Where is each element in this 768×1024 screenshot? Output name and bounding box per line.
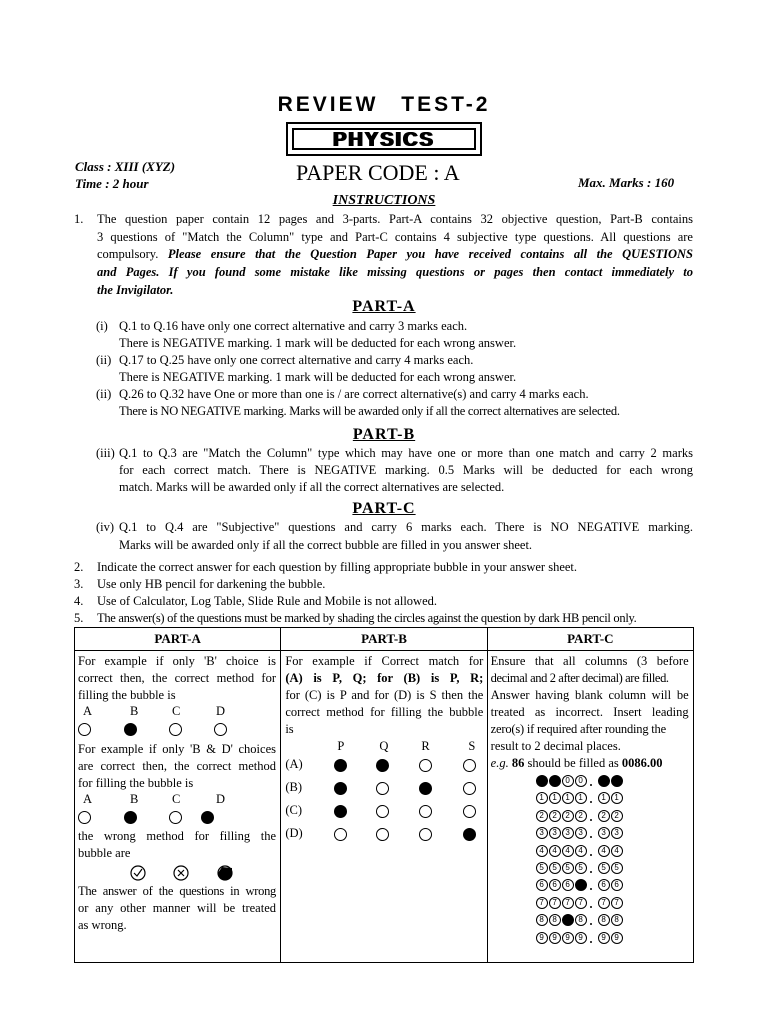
table-header: PART-C [487, 628, 693, 651]
digit-bubble: 1 [575, 792, 587, 804]
empty-bubble [78, 811, 91, 824]
cell-text: for filling the bubble is [78, 776, 194, 790]
filled-digit-bubble: 6 [575, 879, 587, 891]
digit-bubble: 5 [598, 862, 610, 874]
digit-bubble: 2 [575, 810, 587, 822]
digit-bubble: 3 [575, 827, 587, 839]
instr-number: 5. [74, 611, 84, 625]
empty-bubble [334, 828, 347, 841]
part-a-line: Q.1 to Q.16 have only one correct alternative and carry 3 marks each. [119, 319, 468, 333]
time-line: Time : 2 hour [75, 176, 149, 191]
subject-box [286, 122, 482, 156]
row-label: (D) [285, 826, 303, 840]
digit-bubble: 2 [562, 810, 574, 822]
empty-bubble [463, 805, 476, 818]
cell-text: filling the bubble is [78, 688, 176, 702]
empty-bubble [376, 782, 389, 795]
digit-bubble: 5 [549, 862, 561, 874]
digit-bubble: 3 [549, 827, 561, 839]
filled-bubble [463, 828, 476, 841]
decimal-point [590, 906, 592, 908]
digit-bubble: 4 [536, 845, 548, 857]
part-b-line: Q.1 to Q.3 are "Match the Column" type which may have one or more than one match and carry 2 marks [119, 446, 693, 460]
empty-bubble [419, 759, 432, 772]
part-c-cell [487, 651, 693, 963]
digit-bubble: 7 [611, 897, 623, 909]
cell-text: or any other manner will be treated [78, 901, 276, 915]
instr1-line: The question paper contain 12 pages and 3-parts. Part-A contains 32 objective question, Part-B contains [97, 212, 693, 226]
column-label: R [421, 739, 430, 753]
filled-bubble [334, 805, 347, 818]
cell-text: bubble are [78, 846, 131, 860]
option-label: A [83, 704, 93, 718]
item-number: (iv) [96, 520, 115, 534]
empty-bubble [169, 723, 182, 736]
cell-text: for (C) is P and for (D) is S then the [285, 688, 484, 702]
empty-bubble [78, 723, 91, 736]
cell-text: zero(s) if required after rounding the [490, 722, 666, 736]
decimal-point [590, 819, 592, 821]
filled-bubble [376, 759, 389, 772]
digit-bubble: 4 [549, 845, 561, 857]
page-title: REVIEW TEST-2 [277, 93, 491, 116]
decimal-point [590, 923, 592, 925]
example-line: e.g. 86 should be filled as 0086.00 [490, 756, 663, 770]
option-label: A [83, 792, 93, 806]
class-line: Class : XIII (XYZ) [75, 159, 176, 174]
partial-fill-icon [218, 866, 232, 880]
digit-bubble: 2 [549, 810, 561, 822]
part-b-cell [281, 651, 487, 963]
digit-bubble: 9 [611, 932, 623, 944]
table-header: PART-A [75, 628, 281, 651]
digit-bubble: 4 [575, 845, 587, 857]
cell-text: result to 2 decimal places. [490, 739, 621, 753]
digit-bubble: 5 [536, 862, 548, 874]
part-b-line: for each correct match. There is NEGATIVE marking. 0.5 Marks will be deducted for each wrong [119, 463, 693, 477]
cell-text: are correct then, the correct method [78, 759, 276, 773]
part-b-heading: PART-B [352, 426, 416, 443]
part-c-line: Q.1 to Q.4 are "Subjective" questions and carry 6 marks each. There is NO NEGATIVE marking. [119, 520, 693, 534]
part-b-content [281, 651, 486, 962]
digit-bubble: 0 [562, 775, 574, 787]
option-label: B [130, 792, 139, 806]
column-label: P [337, 739, 345, 753]
part-c-heading: PART-C [352, 500, 416, 517]
digit-bubble: 8 [598, 914, 610, 926]
digit-bubble: 1 [562, 792, 574, 804]
digit-bubble: 3 [536, 827, 548, 839]
digit-bubble: 7 [549, 897, 561, 909]
empty-bubble [419, 805, 432, 818]
digit-bubble: 2 [598, 810, 610, 822]
empty-bubble [419, 828, 432, 841]
digit-bubble: 6 [536, 879, 548, 891]
table-header: PART-B [281, 628, 487, 651]
digit-bubble: 5 [575, 862, 587, 874]
instr-number: 4. [74, 594, 84, 608]
row-label: (C) [285, 803, 302, 817]
option-label: D [216, 792, 226, 806]
decimal-point [590, 836, 592, 838]
filled-bubble [201, 811, 214, 824]
digit-bubble: 5 [611, 862, 623, 874]
instr-text: Use only HB pencil for darkening the bubble. [97, 577, 326, 591]
subject-label: PHYSICS [292, 128, 476, 150]
empty-bubble [376, 828, 389, 841]
cross-mark-icon [174, 866, 188, 880]
cell-text: treated as incorrect. Insert leading [490, 705, 689, 719]
decimal-point [590, 801, 592, 803]
max-marks: Max. Marks : 160 [578, 175, 675, 190]
digit-bubble: 4 [598, 845, 610, 857]
instr1-emphasis: Please ensure that the Question Paper you have received contains all the QUESTIONS [167, 247, 693, 261]
instr-text: Indicate the correct answer for each question by filling appropriate bubble in your answer sheet. [97, 560, 578, 574]
instr1-line: the Invigilator. [97, 283, 174, 297]
instr-number: 3. [74, 577, 84, 591]
cell-text: is [285, 722, 294, 736]
digit-bubble: 4 [611, 845, 623, 857]
part-a-line: Q.17 to Q.25 have only one correct alternative and carry 4 marks each. [119, 353, 474, 367]
cell-text: Answer having blank column will be [490, 688, 689, 702]
instr-text: The answer(s) of the questions must be marked by shading the circles against the question by dark HB pencil only. [97, 611, 637, 625]
option-label: C [172, 792, 181, 806]
part-a-line: There is NEGATIVE marking. 1 mark will be deducted for each wrong answer. [119, 370, 517, 384]
column-label: S [468, 739, 476, 753]
digit-bubble: 9 [549, 932, 561, 944]
eg-text: e.g. [490, 756, 509, 770]
digit-bubble: 8 [575, 914, 587, 926]
item-number: (i) [96, 319, 108, 333]
cell-text: correct then, the correct method for [78, 671, 276, 685]
filled-bubble [334, 782, 347, 795]
digit-bubble: 8 [536, 914, 548, 926]
digit-bubble: 7 [536, 897, 548, 909]
row-label: (B) [285, 780, 302, 794]
part-a-line: There is NEGATIVE marking. 1 mark will be deducted for each wrong answer. [119, 336, 517, 350]
empty-bubble [169, 811, 182, 824]
option-label: B [130, 704, 139, 718]
filled-bubble [124, 811, 137, 824]
instr1-line: and Pages. If you found some mistake like missing questions or pages then contact immediately to [97, 265, 693, 279]
part-a-cell [75, 651, 281, 963]
decimal-point [590, 854, 592, 856]
filled-digit-bubble: 0 [598, 775, 610, 787]
wrong-marks-illustration [130, 863, 250, 883]
cell-text: Ensure that all columns (3 before [490, 654, 689, 668]
filled-digit-bubble: 0 [549, 775, 561, 787]
digit-bubble: 7 [598, 897, 610, 909]
instr-text: Use of Calculator, Log Table, Slide Rule and Mobile is not allowed. [97, 594, 437, 608]
digit-bubble: 1 [611, 792, 623, 804]
cell-text: decimal and 2 after decimal) are filled. [490, 671, 669, 685]
cell-text: correct method for filling the bubble [285, 705, 484, 719]
filled-digit-bubble: 0 [536, 775, 548, 787]
digit-bubble: 9 [562, 932, 574, 944]
part-c-content [488, 651, 693, 962]
cell-text: the wrong method for filling the [78, 829, 276, 843]
cell-text: as wrong. [78, 918, 127, 932]
part-c-line: Marks will be awarded only if all the correct bubble are filled in you answer sheet. [119, 538, 533, 552]
digit-bubble: 6 [549, 879, 561, 891]
digit-bubble: 1 [598, 792, 610, 804]
empty-bubble [463, 759, 476, 772]
cell-text: (A) is P, Q; for (B) is P, R; [285, 671, 484, 685]
filled-bubble [334, 759, 347, 772]
decimal-point [590, 784, 592, 786]
instr1-line: 3 questions of "Match the Column" type and Part-C contains 4 subjective type questions. All questions are [97, 230, 693, 244]
instructions-heading: INSTRUCTIONS [332, 193, 436, 208]
part-a-content [75, 651, 280, 962]
part-a-heading: PART-A [352, 298, 416, 315]
digit-bubble: 7 [562, 897, 574, 909]
filled-bubble [419, 782, 432, 795]
part-b-line: match. Marks will be awarded only if all the correct alternatives are selected. [119, 480, 505, 494]
filled-digit-bubble: 8 [562, 914, 574, 926]
cell-text: For example if only 'B & D' choices [78, 742, 276, 756]
digit-bubble: 3 [598, 827, 610, 839]
paper-code: PAPER CODE : A [296, 160, 460, 185]
decimal-point [590, 871, 592, 873]
empty-bubble [214, 723, 227, 736]
digit-bubble: 6 [562, 879, 574, 891]
cell-text: For example if only 'B' choice is [78, 654, 276, 668]
option-label: C [172, 704, 181, 718]
digit-bubble: 7 [575, 897, 587, 909]
digit-bubble: 9 [536, 932, 548, 944]
empty-bubble [376, 805, 389, 818]
row-label: (A) [285, 757, 303, 771]
digit-bubble: 2 [536, 810, 548, 822]
digit-bubble: 8 [611, 914, 623, 926]
item-number: (iii) [96, 446, 115, 460]
part-a-line: Q.26 to Q.32 have One or more than one is / are correct alternative(s) and carry 4 marks each. [119, 387, 589, 401]
tick-mark-icon [131, 866, 145, 880]
filled-digit-bubble: 0 [611, 775, 623, 787]
digit-bubble: 0 [575, 775, 587, 787]
instr1-line [97, 246, 693, 263]
digit-bubble: 2 [611, 810, 623, 822]
digit-bubble: 9 [598, 932, 610, 944]
instr1-text: compulsory. [97, 247, 168, 261]
digit-bubble: 6 [598, 879, 610, 891]
digit-bubble: 9 [575, 932, 587, 944]
item-number: (ii) [96, 353, 112, 367]
decimal-point [590, 941, 592, 943]
answer-method-table [74, 627, 694, 963]
instr-number: 2. [74, 560, 84, 574]
decimal-point [590, 888, 592, 890]
class-time-block [75, 158, 175, 192]
instr-number: 1. [74, 212, 84, 226]
option-label: D [216, 704, 226, 718]
digit-bubble: 3 [611, 827, 623, 839]
item-number: (ii) [96, 387, 112, 401]
digit-bubble: 6 [611, 879, 623, 891]
filled-bubble [124, 723, 137, 736]
digit-bubble: 1 [549, 792, 561, 804]
cell-text: For example if Correct match for [285, 654, 484, 668]
digit-bubble: 8 [549, 914, 561, 926]
empty-bubble [463, 782, 476, 795]
part-a-line: There is NO NEGATIVE marking. Marks will be awarded only if all the correct alternatives are selected. [119, 404, 620, 418]
cell-text: The answer of the questions in wrong [78, 884, 276, 898]
digit-bubble: 1 [536, 792, 548, 804]
digit-bubble-grid [536, 775, 656, 975]
digit-bubble: 4 [562, 845, 574, 857]
digit-bubble: 5 [562, 862, 574, 874]
digit-bubble: 3 [562, 827, 574, 839]
column-label: Q [379, 739, 389, 753]
